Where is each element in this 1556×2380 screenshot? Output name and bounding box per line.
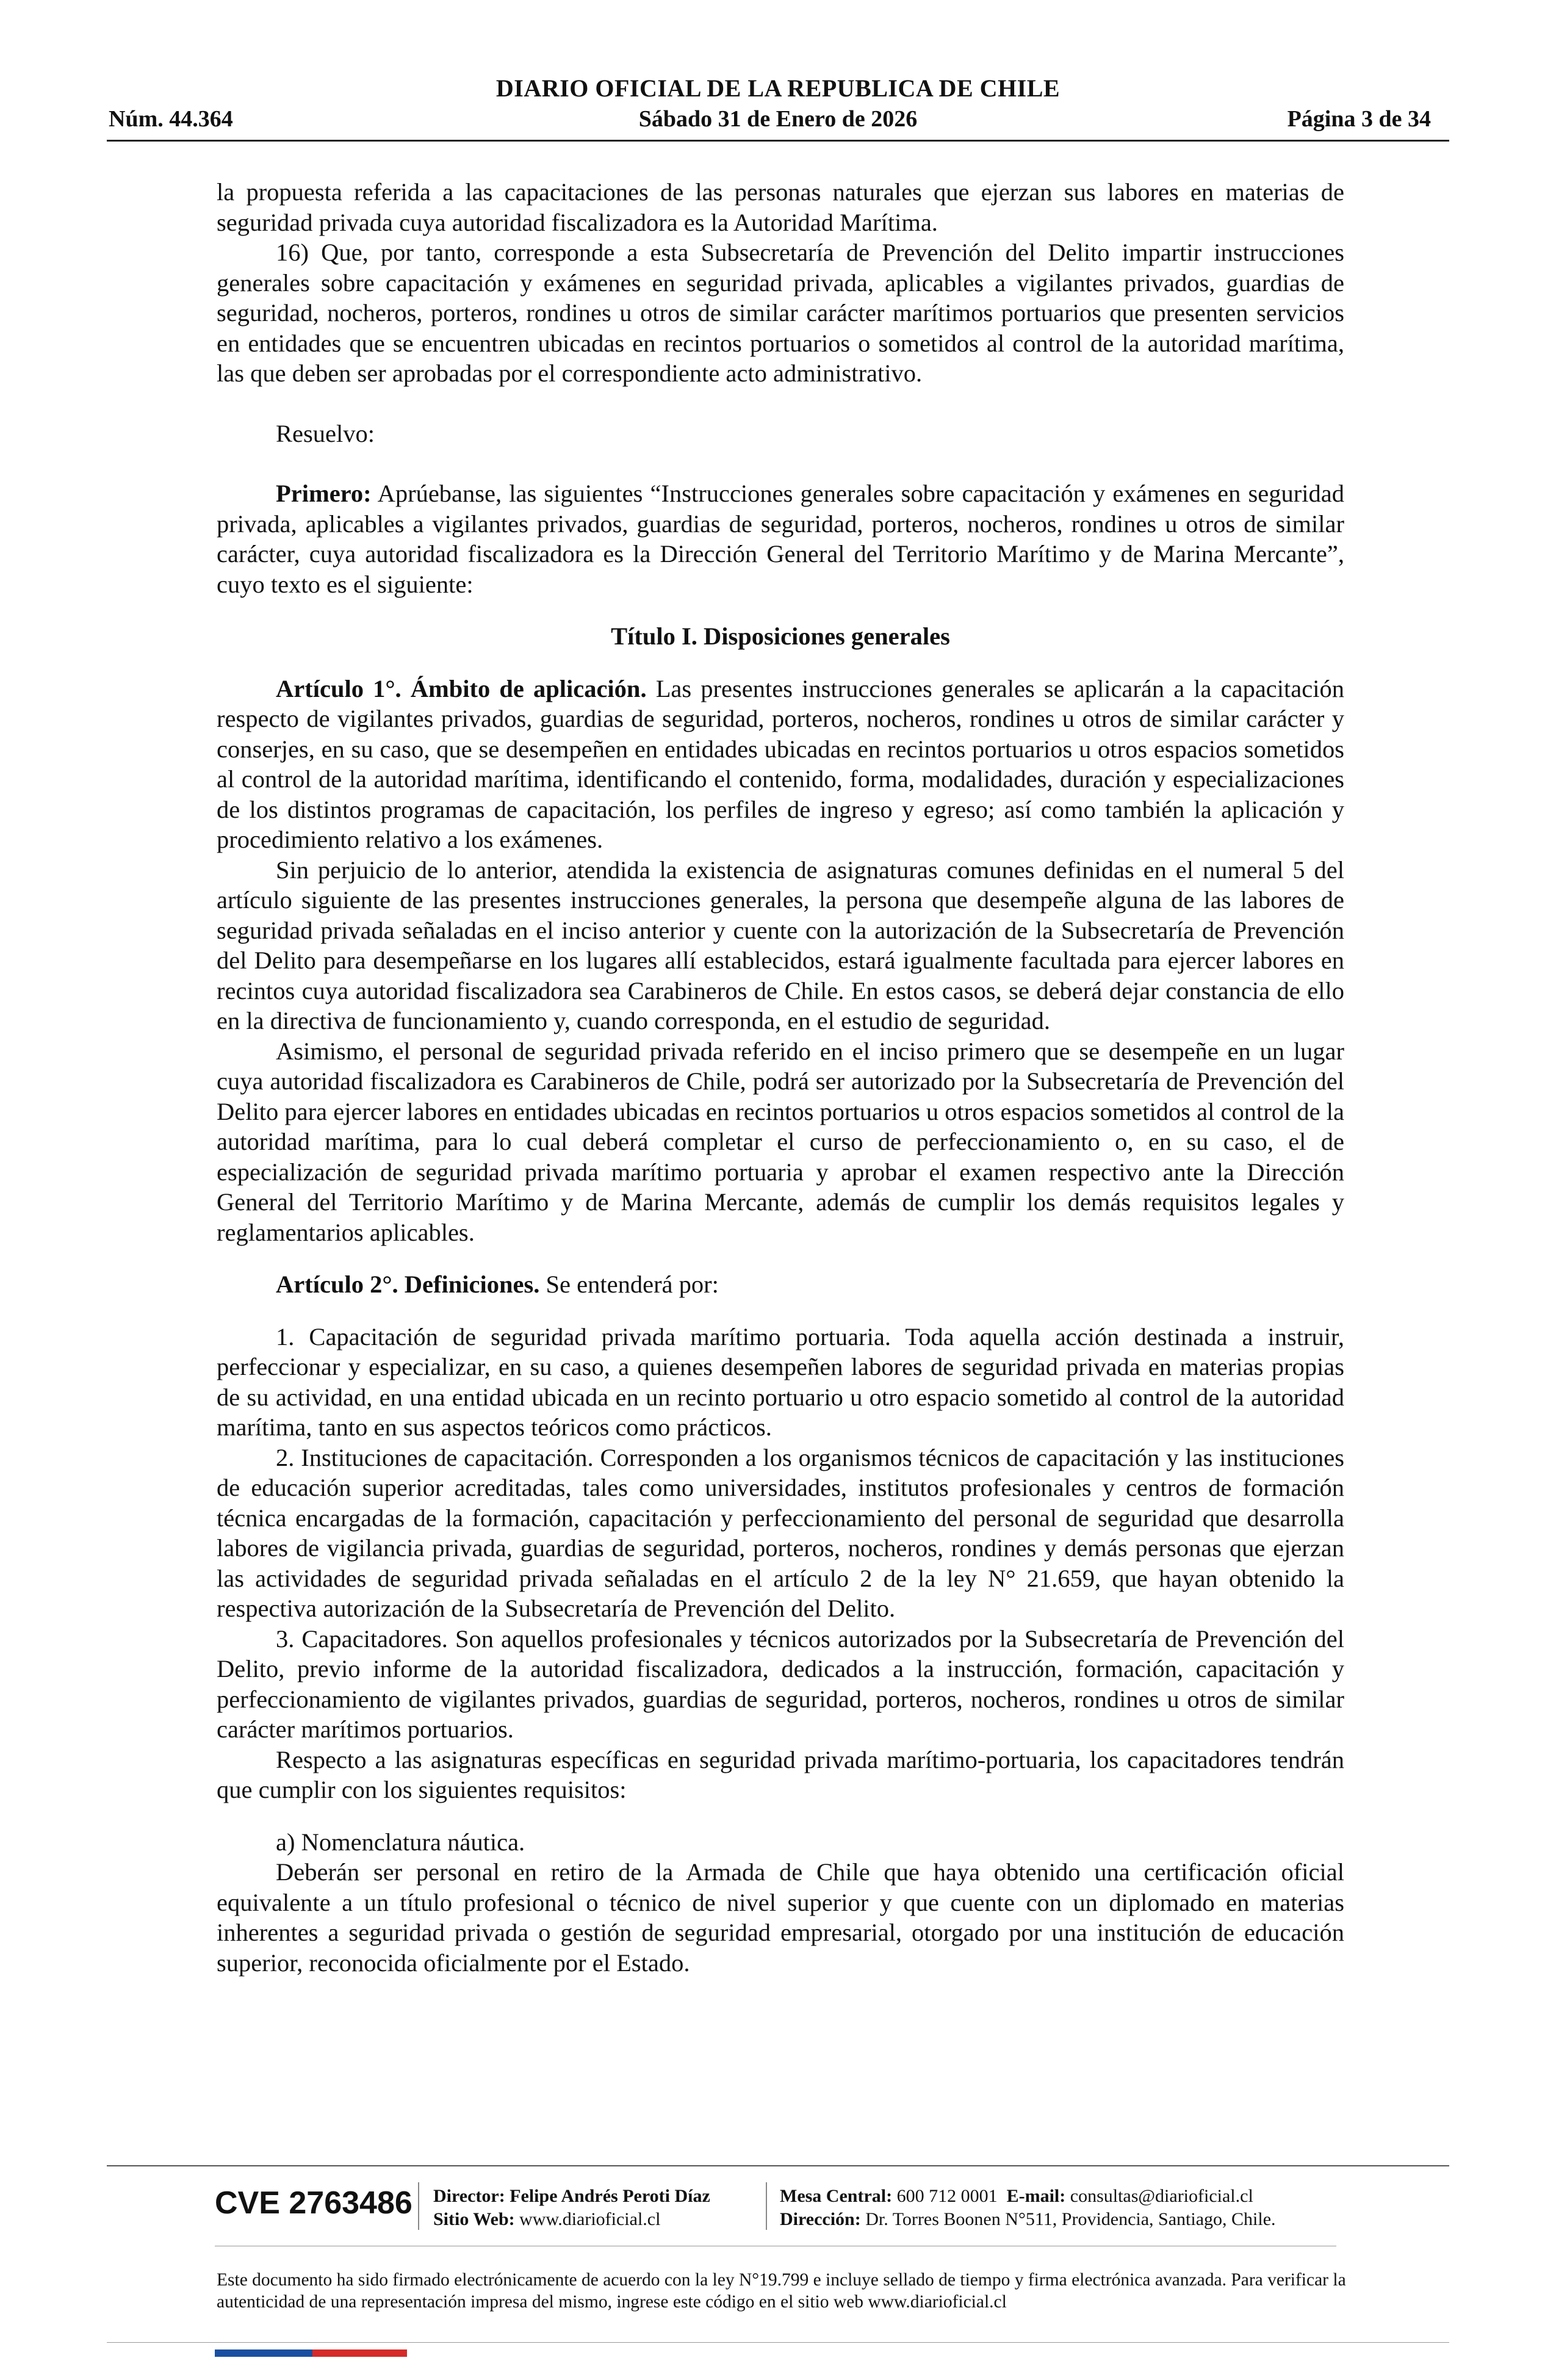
articulo-1 [217, 674, 1344, 855]
primero-paragraph [217, 478, 1344, 599]
header-divider [107, 140, 1449, 142]
primero-text: Aprúebanse, las siguientes “Instrucciones generales sobre capacitación y exámenes en seguridad privada, aplicables a vigilantes privados, guardias de seguridad, porteros, nocheros, rondines u otros de similar carácter, cuya autoridad fiscalizadora es la Dirección General del Territorio Marítimo y de Marina Mercante”, cuyo texto es el siguiente: [217, 480, 1344, 598]
issue-date: Sábado 31 de Enero de 2026 [638, 106, 918, 132]
website-label: Sitio Web: [433, 2209, 515, 2229]
articulo-1-label: Artículo 1°. Ámbito de aplicación. [276, 674, 647, 702]
page-header [0, 0, 1556, 146]
flag-bar-red [312, 2349, 407, 2357]
articulo-2-text: Se entenderá por: [539, 1271, 719, 1298]
articulo-1-paragraph-2: Sin perjuicio de lo anterior, atendida la existencia de asignaturas comunes definidas en el numeral 5 del artículo siguiente de las presentes instrucciones generales, la persona que desempeñe alguna de las labores de seguridad privada señaladas en el inciso anterior y cuente con la autorización de la Subsecretaría de Prevención del Delito para desempeñarse en los lugares allí establecidos, estará igualmente facultada para ejercer labores en recintos cuya autoridad fiscalizadora sea Carabineros de Chile. En estos casos, se deberá dejar constancia de ello en la directiva de funcionamiento y, cuando corresponda, en el estudio de seguridad. [217, 856, 1344, 1034]
cve-code: CVE 2763486 [215, 2185, 412, 2221]
articulo-2 [217, 1269, 1344, 1300]
requisito-a-text: Deberán ser personal en retiro de la Armada de Chile que haya obtenido una certificación oficial equivalente a un título profesional o técnico de nivel superior y que cuente con un diplomado en materias inherentes a seguridad privada o gestión de seguridad empresarial, otorgado por una institución de educación superior, reconocida oficialmente por el Estado. [217, 1858, 1344, 1977]
legal-notice: Este documento ha sido firmado electrónicamente de acuerdo con la ley N°19.799 e incluye sellado de tiempo y firma electrónica avanzada. Para verificar la autenticidad de una representación impresa del mismo, ingrese este código en el sitio web www.diarioficial.cl [217, 2270, 1346, 2312]
footer-contact-block [780, 2185, 1276, 2231]
requisito-a-heading: a) Nomenclatura náutica. [276, 1828, 525, 1856]
definition-item-3: 3. Capacitadores. Son aquellos profesionales y técnicos autorizados por la Subsecretaría de Prevención del Delito, previo informe de la autoridad fiscalizadora, dedicados a la instrucción, formación, capacitación y perfeccionamiento de vigilantes privados, guardias de seguridad, porteros, nocheros, rondines u otros de similar carácter marítimos portuarios. [217, 1625, 1344, 1743]
articulo-1-text: Las presentes instrucciones generales se aplicarán a la capacitación respecto de vigilantes privados, guardias de seguridad, porteros, nocheros, rondines u otros de similar carácter y conserjes, en su caso, que se desempeñen en entidades ubicadas en recintos portuarios u otros espacios sometidos al control de la autoridad marítima, identificando el contenido, forma, modalidades, duración y especializaciones de los distintos programas de capacitación, los perfiles de ingreso y egreso; así como también la aplicación y procedimiento relativo a los exámenes. [217, 674, 1344, 853]
articulo-2-label: Artículo 2°. Definiciones. [276, 1271, 540, 1298]
phone-number: 600 712 0001 [896, 2186, 998, 2206]
phone-label: Mesa Central: [780, 2186, 893, 2206]
issue-number: Núm. 44.364 [109, 106, 233, 132]
footer-director-block [433, 2185, 710, 2231]
director-label: Director: [433, 2186, 505, 2206]
gazette-title: DIARIO OFICIAL DE LA REPUBLICA DE CHILE [495, 74, 1061, 102]
footer-separator [418, 2182, 419, 2230]
page-number: Página 3 de 34 [1287, 106, 1431, 132]
footer-divider-top [107, 2165, 1449, 2166]
definition-item-1: 1. Capacitación de seguridad privada marítimo portuaria. Toda aquella acción destinada a instruir, perfeccionar y especializar, en su caso, a quienes desempeñen labores de seguridad privada en materias propias de su actividad, en una entidad ubicada en un recinto portuario u otro espacio sometido al control de la autoridad marítima, tanto en sus aspectos teóricos como prácticos. [217, 1322, 1344, 1441]
requisitos-intro: Respecto a las asignaturas específicas en seguridad privada marítimo-portuaria, los capacitadores tendrán que cumplir con los siguientes requisitos: [217, 1745, 1344, 1803]
paragraph-continuation: la propuesta referida a las capacitaciones de las personas naturales que ejerzan sus labores en materias de seguridad privada cuya autoridad fiscalizadora es la Autoridad Marítima. [217, 178, 1344, 236]
address-text: Dr. Torres Boonen N°511, Providencia, Santiago, Chile. [865, 2209, 1276, 2229]
considerando-16: 16) Que, por tanto, corresponde a esta Subsecretaría de Prevención del Delito impartir instrucciones generales sobre capacitación y exámenes en seguridad privada, aplicables a vigilantes privados, guardias de seguridad, nocheros, porteros, rondines u otros de similar carácter marítimos portuarios que presenten servicios en entidades que se encuentren ubicadas en recintos portuarios o sometidos al control de la autoridad marítima, las que deben ser aprobadas por el correspondiente acto administrativo. [217, 239, 1344, 387]
titulo-heading: Título I. Disposiciones generales [611, 622, 950, 650]
email-link[interactable]: consultas@diarioficial.cl [1070, 2186, 1253, 2206]
address-label: Dirección: [780, 2209, 861, 2229]
flag-bar-blue [215, 2349, 312, 2357]
document-body [217, 177, 1344, 1978]
director-name: Felipe Andrés Peroti Díaz [510, 2186, 710, 2206]
page-footer [0, 2160, 1556, 2380]
footer-separator [766, 2182, 767, 2230]
definition-item-2: 2. Instituciones de capacitación. Corresponden a los organismos técnicos de capacitación y las instituciones de educación superior acreditadas, tales como universidades, institutos profesionales y centros de formación técnica encargadas de la formación, capacitación y perfeccionamiento del personal de seguridad que desarrolla labores de vigilancia privada, guardias de seguridad, porteros, nocheros, rondines y demás personas que ejerzan las actividades de seguridad privada señaladas en el artículo 2 de la ley N° 21.659, que hayan obtenido la respectiva autorización de la Subsecretaría de Prevención del Delito. [217, 1443, 1344, 1622]
email-label: E-mail: [1006, 2186, 1066, 2206]
footer-divider-bottom [107, 2342, 1449, 2343]
resuelvo-heading: Resuelvo: [276, 419, 375, 447]
articulo-1-paragraph-3: Asimismo, el personal de seguridad privada referido en el inciso primero que se desempeñe en un lugar cuya autoridad fiscalizadora es Carabineros de Chile, podrá ser autorizado por la Subsecretaría de Prevención del Delito para ejercer labores en entidades ubicadas en recintos portuarios u otros espacios sometidos al control de la autoridad marítima, para lo cual deberá completar el curso de perfeccionamiento o, en su caso, el de especialización de seguridad privada marítimo portuaria y aprobar el examen respectivo ante la Dirección General del Territorio Marítimo y de Marina Mercante, además de cumplir los demás requisitos legales y reglamentarios aplicables. [217, 1037, 1344, 1246]
primero-label: Primero: [276, 480, 372, 507]
website-link[interactable]: www.diarioficial.cl [519, 2209, 661, 2229]
